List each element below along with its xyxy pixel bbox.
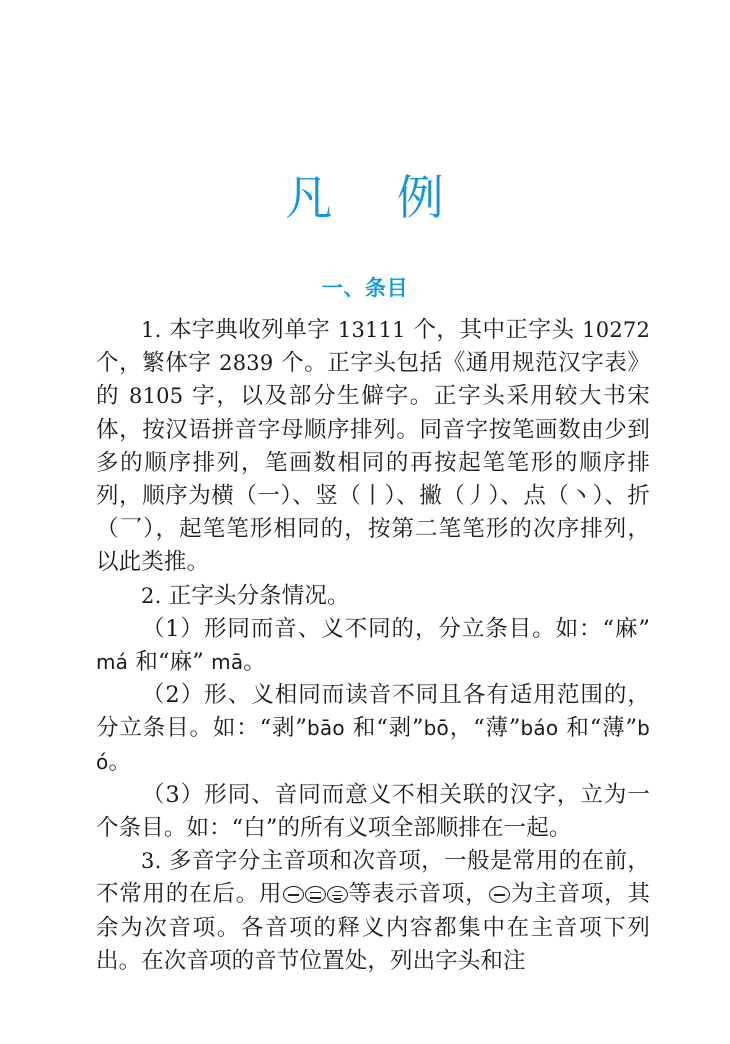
paragraph-2b-head: （2）形、义相同而读音不同且各有适用范围的，分立条目。如：“剥” bbox=[96, 682, 650, 742]
paragraph-2b bbox=[96, 679, 650, 779]
paragraph-2c bbox=[96, 779, 650, 845]
paragraph-3-head: 多音字分主音项和次音项，一般是常用的在前，不常用的在后。用 bbox=[96, 848, 650, 908]
paragraph-2c-text: （3）形同、音同而意义不相关联的汉字，立为一个条目。如：“白”的所有义项全部顺排在一起。 bbox=[96, 781, 650, 842]
pinyin-bao: bāo bbox=[307, 716, 345, 741]
paragraph-1-text-b: 个，其中正字头 bbox=[413, 317, 575, 343]
paragraph-3-tail: 为主音项，其余为次音项。各音项的释义内容都集中在主音项下列出。在次音项的音节位置处，列出字头和注 bbox=[96, 881, 650, 974]
circled-one-icon bbox=[489, 886, 510, 903]
paragraph-2a-head: （1）形同而音、义不同的，分立条目。如：“麻” bbox=[141, 615, 650, 642]
paragraph-1-number-standard: 10272 bbox=[582, 318, 651, 342]
circled-two-icon bbox=[305, 886, 326, 903]
paragraph-1-text-e: 字，以及部分生僻字。正字头采用较大书宋体，按汉语拼音字母顺序排列。同音字按笔画数由少到多的顺序排列，笔画数相同的再按起笔笔形的顺序排列，顺序为横（一）、竖（丨）、撇（丿）、点（丶）、折（乛），起笔笔形相同的，按第二笔笔形的次序排列，以此类推。 bbox=[96, 383, 651, 576]
pinyin-ma-1: mā bbox=[211, 650, 244, 675]
paragraph-1-text-c: 个，繁体字 bbox=[96, 350, 212, 377]
pinyin-bo-2: bó bbox=[96, 716, 650, 774]
page-title: 凡 例 bbox=[285, 171, 445, 226]
paragraph-1-marker: 1. bbox=[141, 318, 162, 342]
paragraph-1 bbox=[96, 314, 650, 580]
paragraph-2 bbox=[96, 580, 650, 613]
circled-three-icon bbox=[327, 886, 348, 903]
paragraph-2a bbox=[96, 613, 650, 679]
paragraph-3-mid: 等表示音项， bbox=[348, 881, 489, 908]
pinyin-ma-2: má bbox=[96, 650, 129, 675]
paragraph-1-text-a: 本字典收列单字 bbox=[169, 317, 331, 343]
paragraph-3-marker: 3. bbox=[141, 849, 162, 874]
paragraph-2a-tail: 。 bbox=[243, 649, 266, 676]
paragraph-1-number-traditional: 2839 bbox=[219, 351, 274, 376]
paragraph-2b-mid2: ，“薄” bbox=[448, 715, 521, 742]
section-heading-entries: 一、条目 bbox=[321, 276, 409, 300]
paragraph-2b-mid1: 和“剥” bbox=[352, 715, 424, 742]
circled-one-icon bbox=[283, 886, 304, 903]
pinyin-bo-1: bō bbox=[423, 716, 449, 741]
body-text-block bbox=[96, 314, 650, 978]
paragraph-1-number-total: 13111 bbox=[337, 318, 406, 342]
pinyin-bao-2: báo bbox=[520, 716, 559, 741]
paragraph-2-text: 正字头分条情况。 bbox=[168, 582, 350, 609]
paragraph-3 bbox=[96, 845, 650, 978]
paragraph-2-marker: 2. bbox=[141, 583, 162, 608]
paragraph-2b-mid3: 和“薄” bbox=[566, 715, 638, 742]
paragraph-2b-tail: 。 bbox=[108, 748, 132, 775]
paragraph-1-number-table: 8105 bbox=[129, 384, 184, 409]
paragraph-2a-mid: 和“麻” bbox=[135, 649, 204, 676]
paragraph-1-text-d: 个。正字头包括《通用规范汉字表》的 bbox=[96, 350, 650, 410]
